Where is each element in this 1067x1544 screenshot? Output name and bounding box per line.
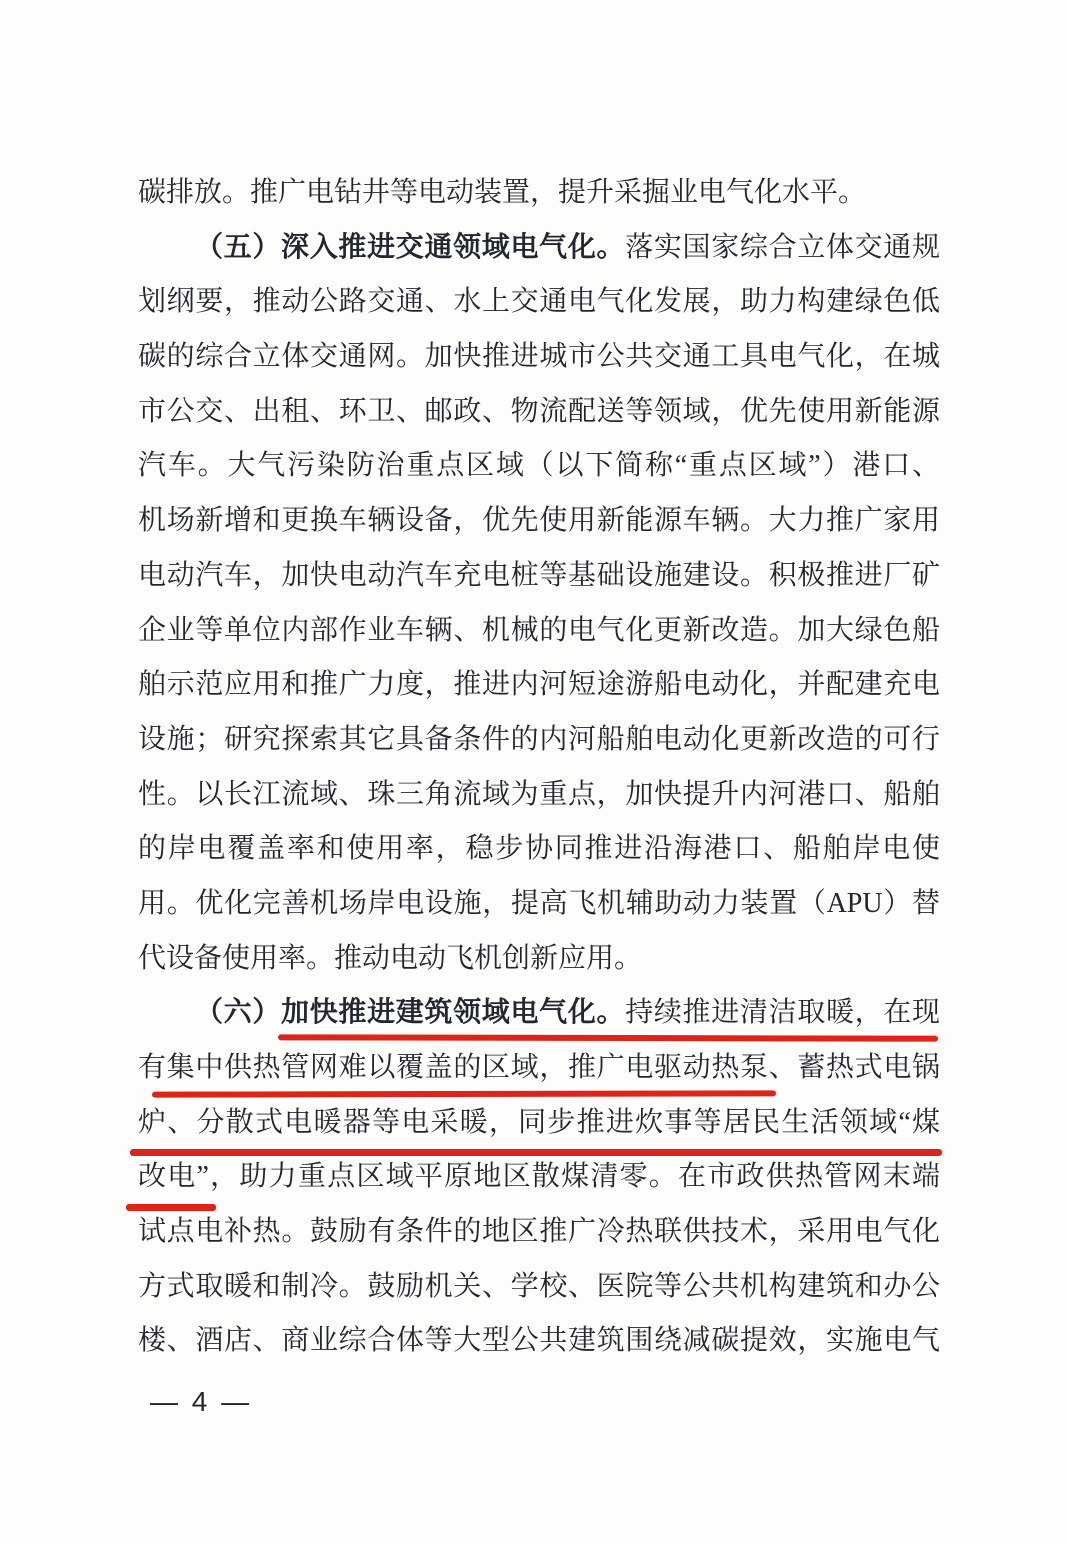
text-line <box>138 166 940 221</box>
text-line <box>138 1205 940 1260</box>
text-line-content: 方式取暖和制冷。鼓励机关、学校、医院等公共机构建筑和办公 <box>138 1270 940 1302</box>
text-line-content: 有集中供热管网难以覆盖的区域，推广电驱动热泵、蓄热式电锅 <box>138 1052 940 1083</box>
text-line-content: 机场新增和更换车辆设备，优先使用新能源车辆。大力推广家用 <box>138 505 940 537</box>
text-line-content: 炉、分散式电暖器等电采暖，同步推进炊事等居民生活领域“煤 <box>138 1106 940 1138</box>
text-line <box>138 330 940 385</box>
text-line <box>138 1260 940 1315</box>
text-line <box>138 1314 940 1369</box>
text-line <box>138 494 940 549</box>
text-line-content: 持续推进清洁取暖，在现 <box>625 997 940 1029</box>
text-line <box>138 1096 940 1151</box>
text-line-content: 企业等单位内部作业车辆、机械的电气化更新改造。加大绿色船 <box>138 614 940 646</box>
text-line <box>138 768 940 823</box>
page-number: — 4 — <box>150 1386 253 1417</box>
text-line-content: 划纲要，推动公路交通、水上交通电气化发展，助力构建绿色低 <box>138 286 940 318</box>
text-line-content: 市公交、出租、环卫、邮政、物流配送等领域，优先使用新能源 <box>138 395 940 427</box>
text-line-content: 性。以长江流域、珠三角流域为重点，加快提升内河港口、船舶 <box>138 778 940 810</box>
text-line-content: 试点电补热。鼓励有条件的地区推广冷热联供技术，采用电气化 <box>138 1216 940 1248</box>
text-line <box>138 658 940 713</box>
text-line <box>138 604 940 659</box>
text-line <box>138 1041 940 1096</box>
text-line <box>138 986 940 1041</box>
paragraph-heading: （五）深入推进交通领域电气化。 <box>195 231 626 263</box>
text-line-content: 代设备使用率。推动电动飞机创新应用。 <box>138 942 643 974</box>
text-line <box>138 221 940 276</box>
text-line-content: 碳的综合立体交通网。加快推进城市公共交通工具电气化，在城 <box>138 341 940 373</box>
text-line-content: 用。优化完善机场岸电设施，提高飞机辅助动力装置（APU）替 <box>138 887 940 919</box>
text-line <box>138 713 940 768</box>
text-line-content: 汽车。大气污染防治重点区域（以下简称“重点区域”）港口、 <box>138 450 940 482</box>
document-body <box>138 166 940 1369</box>
text-line <box>138 439 940 494</box>
paragraph-heading: （六）加快推进建筑领域电气化。 <box>195 997 626 1029</box>
text-line-content: 设施；研究探索其它具备条件的内河船舶电动化更新改造的可行 <box>138 723 940 755</box>
red-underline-annotation <box>130 1149 942 1156</box>
text-line <box>138 385 940 440</box>
text-line <box>138 822 940 877</box>
text-line-content: 楼、酒店、商业综合体等大型公共建筑围绕减碳提效，实施电气 <box>138 1325 940 1357</box>
text-line <box>138 1150 940 1205</box>
text-line-content: 改电”，助力重点区域平原地区散煤清零。在市政供热管网末端 <box>138 1161 940 1193</box>
red-underline-annotation <box>126 1204 216 1211</box>
text-line <box>138 877 940 932</box>
text-line-content: 落实国家综合立体交通规 <box>625 231 940 263</box>
text-line <box>138 275 940 330</box>
text-line <box>138 932 940 987</box>
text-line <box>138 549 940 604</box>
text-line-content: 的岸电覆盖率和使用率，稳步协同推进沿海港口、船舶岸电使 <box>138 833 940 865</box>
text-line-content: 碳排放。推广电钻井等电动装置，提升采掘业电气化水平。 <box>138 177 867 208</box>
text-line-content: 电动汽车，加快电动汽车充电桩等基础设施建设。积极推进厂矿 <box>138 559 940 591</box>
text-line-content: 舶示范应用和推广力度，推进内河短途游船电动化，并配建充电 <box>138 669 940 701</box>
